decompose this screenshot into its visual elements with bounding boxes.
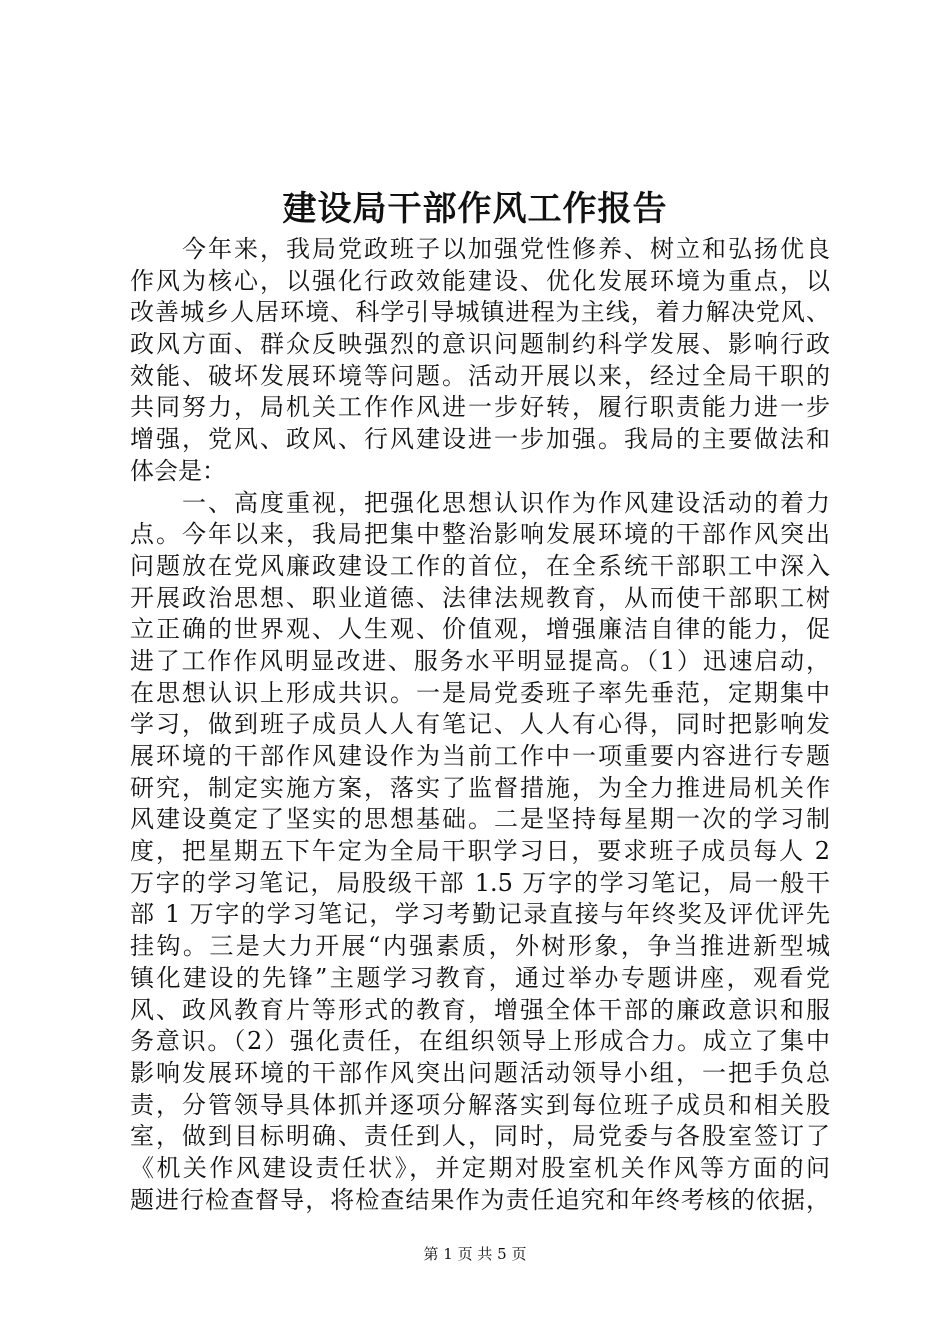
body-line: 改善城乡人居环境、科学引导城镇进程为主线，着力解决党风、 — [130, 298, 830, 327]
body-line: 共同努力，局机关工作作风进一步好转，履行职责能力进一步 — [130, 393, 830, 422]
body-line: 开展政治思想、职业道德、法律法规教育，从而使干部职工树 — [130, 583, 830, 612]
body-line: 政风方面、群众反映强烈的意识问题制约科学发展、影响行政 — [130, 330, 830, 359]
body-line: 研究，制定实施方案，落实了监督措施，为全力推进局机关作 — [130, 773, 830, 802]
body-line: 镇化建设的先锋”主题学习教育，通过举办专题讲座，观看党 — [130, 963, 830, 992]
page-footer: 第 1 页 共 5 页 — [423, 1245, 527, 1263]
body-line: 一、高度重视，把强化思想认识作为作风建设活动的着力 — [130, 488, 830, 517]
body-line: 《机关作风建设责任状》，并定期对股室机关作风等方面的问 — [130, 1153, 830, 1182]
document-body — [130, 234, 830, 1216]
body-line: 增强，党风、政风、行风建设进一步加强。我局的主要做法和 — [130, 425, 830, 454]
body-line: 室，做到目标明确、责任到人，同时，局党委与各股室签订了 — [130, 1122, 830, 1151]
document-title: 建设局干部作风工作报告 — [282, 189, 668, 229]
body-line: 挂钩。三是大力开展“内强素质，外树形象，争当推进新型城 — [130, 932, 830, 961]
body-line: 展环境的干部作风建设作为当前工作中一项重要内容进行专题 — [130, 742, 830, 770]
body-line: 影响发展环境的干部作风突出问题活动领导小组，一把手负总 — [130, 1058, 830, 1087]
body-line: 风、政风教育片等形式的教育，增强全体干部的廉政意识和服 — [130, 995, 830, 1024]
body-line: 问题放在党风廉政建设工作的首位，在全系统干部职工中深入 — [130, 551, 830, 580]
body-line: 部 1 万字的学习笔记，学习考勤记录直接与年终奖及评优评先 — [130, 900, 830, 929]
body-line: 责，分管领导具体抓并逐项分解落实到每位班子成员和相关股 — [130, 1090, 830, 1119]
body-line: 万字的学习笔记，局股级干部 1.5 万字的学习笔记，局一般干 — [130, 868, 830, 897]
body-line: 在思想认识上形成共识。一是局党委班子率先垂范，定期集中 — [130, 678, 830, 707]
body-line: 立正确的世界观、人生观、价值观，增强廉洁自律的能力，促 — [130, 615, 830, 644]
body-line: 今年来，我局党政班子以加强党性修养、树立和弘扬优良 — [130, 235, 830, 263]
body-line: 作风为核心，以强化行政效能建设、优化发展环境为重点，以 — [130, 266, 830, 295]
body-line: 学习，做到班子成员人人有笔记、人人有心得，同时把影响发 — [130, 710, 830, 739]
body-line: 度，把星期五下午定为全局干职学习日，要求班子成员每人 2 — [130, 837, 830, 866]
body-line: 题进行检查督导，将检查结果作为责任追究和年终考核的依据， — [130, 1185, 830, 1214]
body-line: 务意识。（2）强化责任，在组织领导上形成合力。成立了集中 — [130, 1027, 830, 1056]
body-line: 点。今年以来，我局把集中整治影响发展环境的干部作风突出 — [130, 520, 830, 549]
body-line: 进了工作作风明显改进、服务水平明显提高。（1）迅速启动， — [130, 646, 830, 675]
body-line: 体会是： — [130, 456, 226, 485]
body-line: 风建设奠定了坚实的思想基础。二是坚持每星期一次的学习制 — [130, 805, 830, 834]
body-line: 效能、破坏发展环境等问题。活动开展以来，经过全局干职的 — [130, 361, 830, 390]
